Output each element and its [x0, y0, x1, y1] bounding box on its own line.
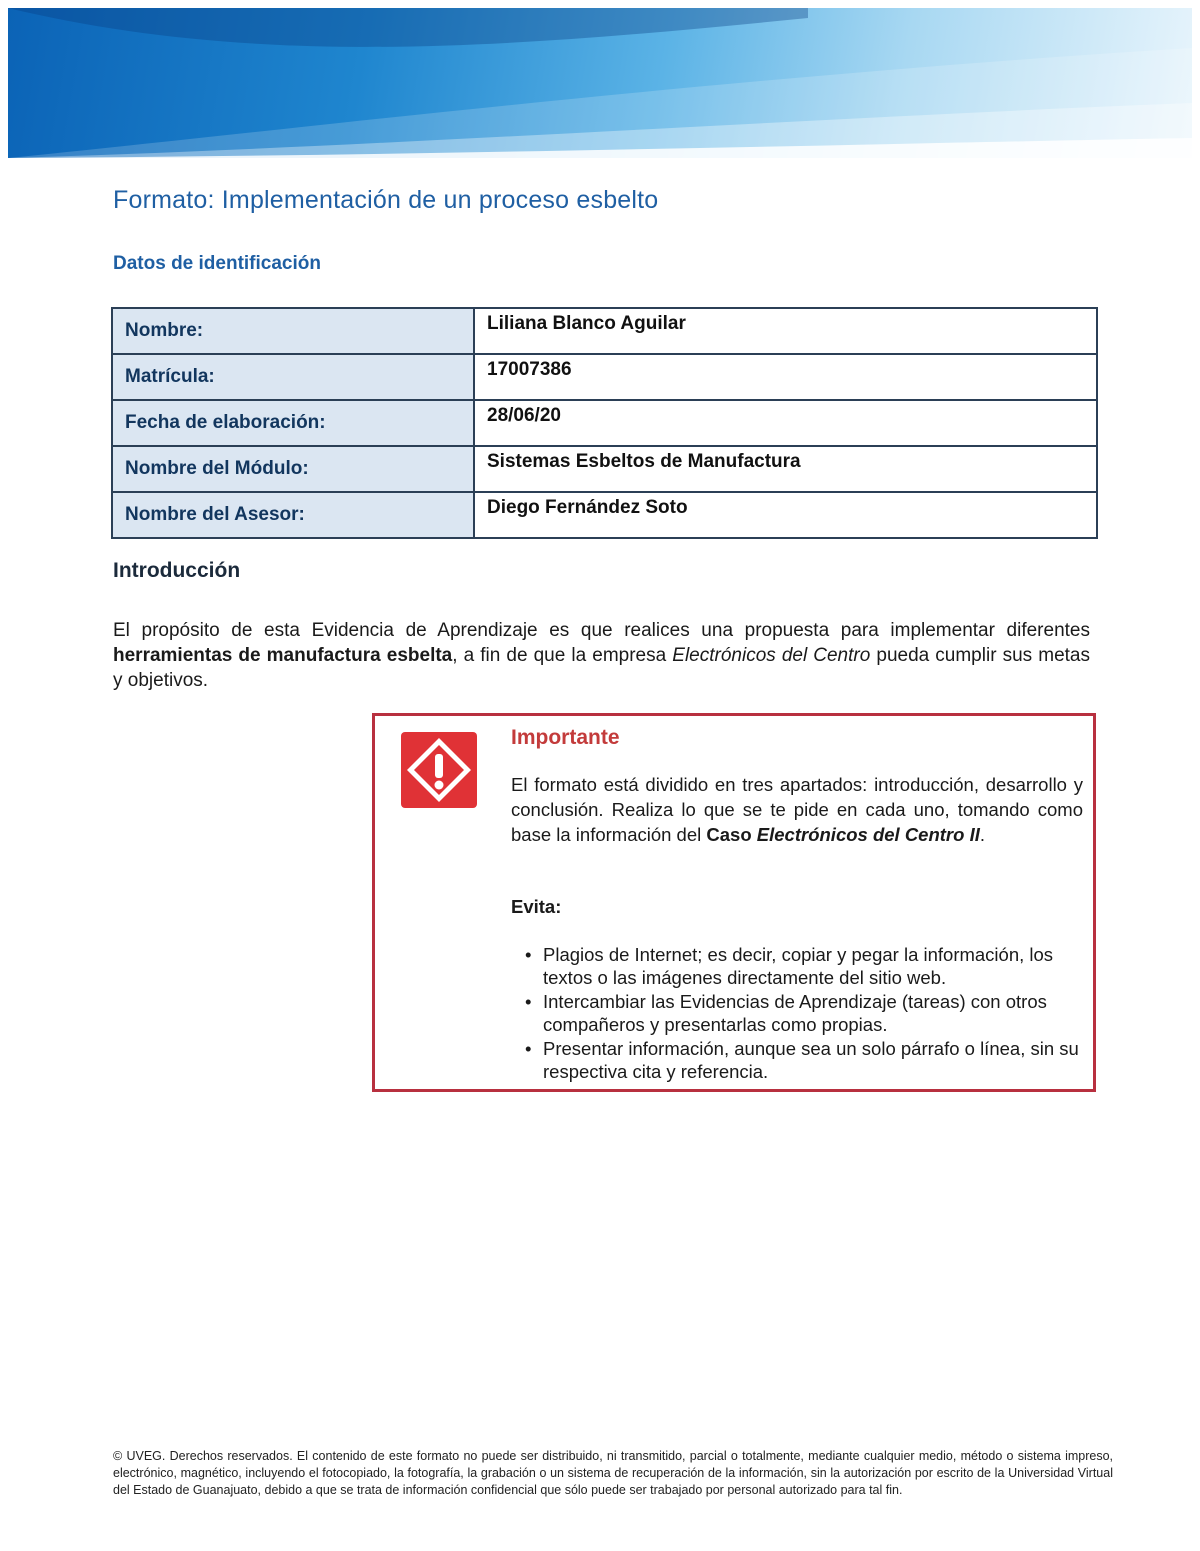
page-title: Formato: Implementación de un proceso esbelto — [113, 186, 659, 214]
name-label: Nombre: — [112, 308, 474, 354]
identification-heading: Datos de identificación — [113, 253, 321, 274]
table-row — [112, 308, 1097, 354]
important-title: Importante — [511, 726, 620, 749]
important-callout — [372, 713, 1096, 1092]
important-text-bold: Caso — [706, 824, 757, 845]
table-row — [112, 492, 1097, 538]
list-item: • Presentar información, aunque sea un solo párrafo o línea, sin su respectiva cita y referencia. — [525, 1037, 1085, 1083]
module-value: Sistemas Esbeltos de Manufactura — [474, 446, 1097, 492]
important-text-end: . — [979, 824, 985, 845]
introduction-heading: Introducción — [113, 559, 241, 582]
banner-swoosh — [8, 8, 1192, 158]
intro-text-1: El propósito de esta Evidencia de Aprendizaje es que realices una propuesta para implementar diferentes — [113, 620, 1090, 641]
name-value: Liliana Blanco Aguilar — [474, 308, 1097, 354]
important-text-bold-italic: Electrónicos del Centro II — [756, 824, 980, 845]
date-label: Fecha de elaboración: — [112, 400, 474, 446]
advisor-value: Diego Fernández Soto — [474, 492, 1097, 538]
copyright-footer: © UVEG. Derechos reservados. El contenido de este formato no puede ser distribuido, ni transmitido, parcial o totalmente, mediante cualquier medio, método o sistema impreso, electrónico, magnético, incluyendo el fotocopiado, la fotografía, la grabación o un sistema de recuperación de la información, sin la autorización por escrito de la Universidad Virtual del Estado de Guanajuato, debido a que se trata de información confidencial que sólo puede ser trabajado por personal autorizado para tal fin. — [113, 1449, 1113, 1497]
list-item: • Plagios de Internet; es decir, copiar y pegar la información, los textos o las imágenes directamente del sitio web. — [525, 943, 1085, 989]
table-row — [112, 354, 1097, 400]
intro-text-3: pueda cumplir sus metas y objetivos. — [113, 645, 1090, 691]
date-value: 28/06/20 — [474, 400, 1097, 446]
list-item: • Intercambiar las Evidencias de Aprendizaje (tareas) con otros compañeros y presentarlas como propias. — [525, 990, 1085, 1036]
important-text-1: El formato está dividido en tres apartados: introducción, desarrollo y conclusión. Realiza lo que se te pide en cada uno, tomando como base la información del — [511, 774, 1083, 845]
warning-diamond-icon — [401, 732, 477, 808]
identification-table — [111, 307, 1098, 539]
advisor-label: Nombre del Asesor: — [112, 492, 474, 538]
evita-list — [525, 943, 1085, 1084]
table-row — [112, 400, 1097, 446]
module-label: Nombre del Módulo: — [112, 446, 474, 492]
matricula-value: 17007386 — [474, 354, 1097, 400]
evita-label: Evita: — [511, 896, 562, 917]
table-row — [112, 446, 1097, 492]
header-banner — [8, 8, 1192, 158]
matricula-label: Matrícula: — [112, 354, 474, 400]
important-paragraph — [511, 772, 1083, 847]
intro-text-italic: Electrónicos del Centro — [672, 645, 871, 666]
intro-text-bold: herramientas de manufactura esbelta — [113, 645, 453, 666]
introduction-paragraph — [113, 618, 1090, 693]
intro-text-2: , a fin de que la empresa — [452, 645, 673, 666]
